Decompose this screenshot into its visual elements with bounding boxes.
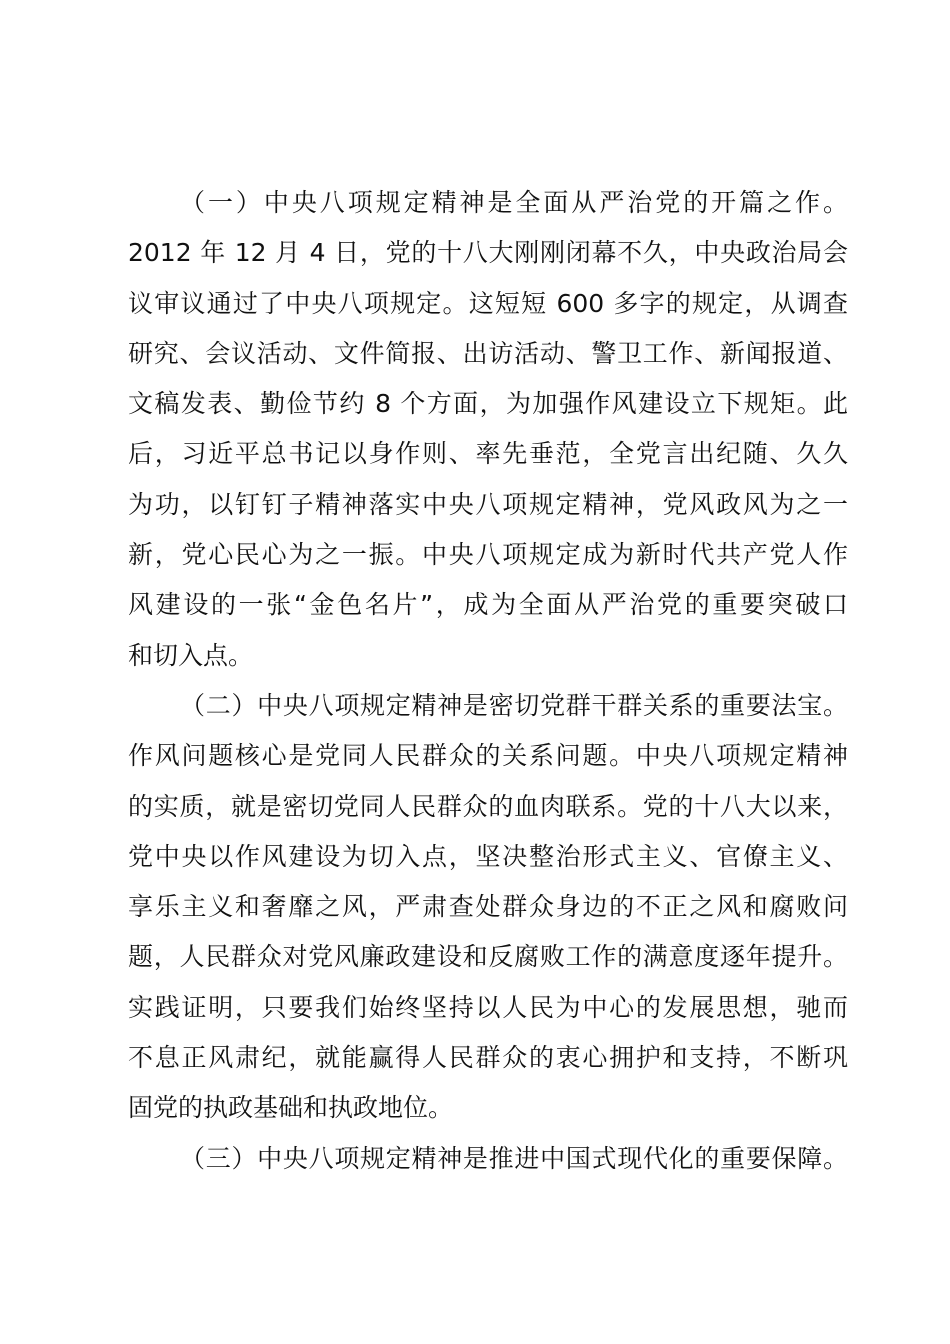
text-line: 作风问题核心是党同人民群众的关系问题。中央八项规定精神 bbox=[128, 741, 848, 771]
text-line: 和切入点。 bbox=[128, 640, 254, 670]
text-line: 2012 年 12 月 4 日，党的十八大刚刚闭幕不久，中央政治局会 bbox=[128, 238, 848, 268]
document-body bbox=[128, 178, 848, 1184]
text-line: （三）中央八项规定精神是推进中国式现代化的重要保障。 bbox=[180, 1143, 848, 1173]
text-line: 的实质，就是密切党同人民群众的血肉联系。党的十八大以来， bbox=[128, 791, 848, 821]
text-line: 议审议通过了中央八项规定。这短短 600 多字的规定，从调查 bbox=[128, 288, 848, 318]
text-line: 为功，以钉钉子精神落实中央八项规定精神，党风政风为之一 bbox=[128, 489, 848, 519]
text-line: （二）中央八项规定精神是密切党群干群关系的重要法宝。 bbox=[180, 690, 848, 720]
text-line: （一）中央八项规定精神是全面从严治党的开篇之作。 bbox=[180, 188, 848, 217]
text-line: 后，习近平总书记以身作则、率先垂范，全党言出纪随、久久 bbox=[128, 439, 848, 469]
text-line: 新，党心民心为之一振。中央八项规定成为新时代共产党人作 bbox=[128, 540, 848, 570]
text-line: 固党的执政基础和执政地位。 bbox=[128, 1093, 454, 1123]
text-line: 文稿发表、勤俭节约 8 个方面，为加强作风建设立下规矩。此 bbox=[128, 389, 848, 419]
paragraph-2 bbox=[128, 681, 848, 1134]
paragraph-3 bbox=[128, 1134, 848, 1184]
text-line: 题，人民群众对党风廉政建设和反腐败工作的满意度逐年提升。 bbox=[128, 942, 848, 972]
text-line: 党中央以作风建设为切入点，坚决整治形式主义、官僚主义、 bbox=[128, 841, 848, 871]
paragraph-1 bbox=[128, 178, 848, 681]
text-line: 实践证明，只要我们始终坚持以人民为中心的发展思想，驰而 bbox=[128, 992, 848, 1022]
text-line: 风建设的一张“金色名片”，成为全面从严治党的重要突破口 bbox=[128, 590, 848, 620]
text-line: 享乐主义和奢靡之风，严肃查处群众身边的不正之风和腐败问 bbox=[128, 892, 848, 922]
text-line: 研究、会议活动、文件简报、出访活动、警卫工作、新闻报道、 bbox=[128, 338, 848, 368]
text-line: 不息正风肃纪，就能赢得人民群众的衷心拥护和支持，不断巩 bbox=[128, 1043, 848, 1073]
